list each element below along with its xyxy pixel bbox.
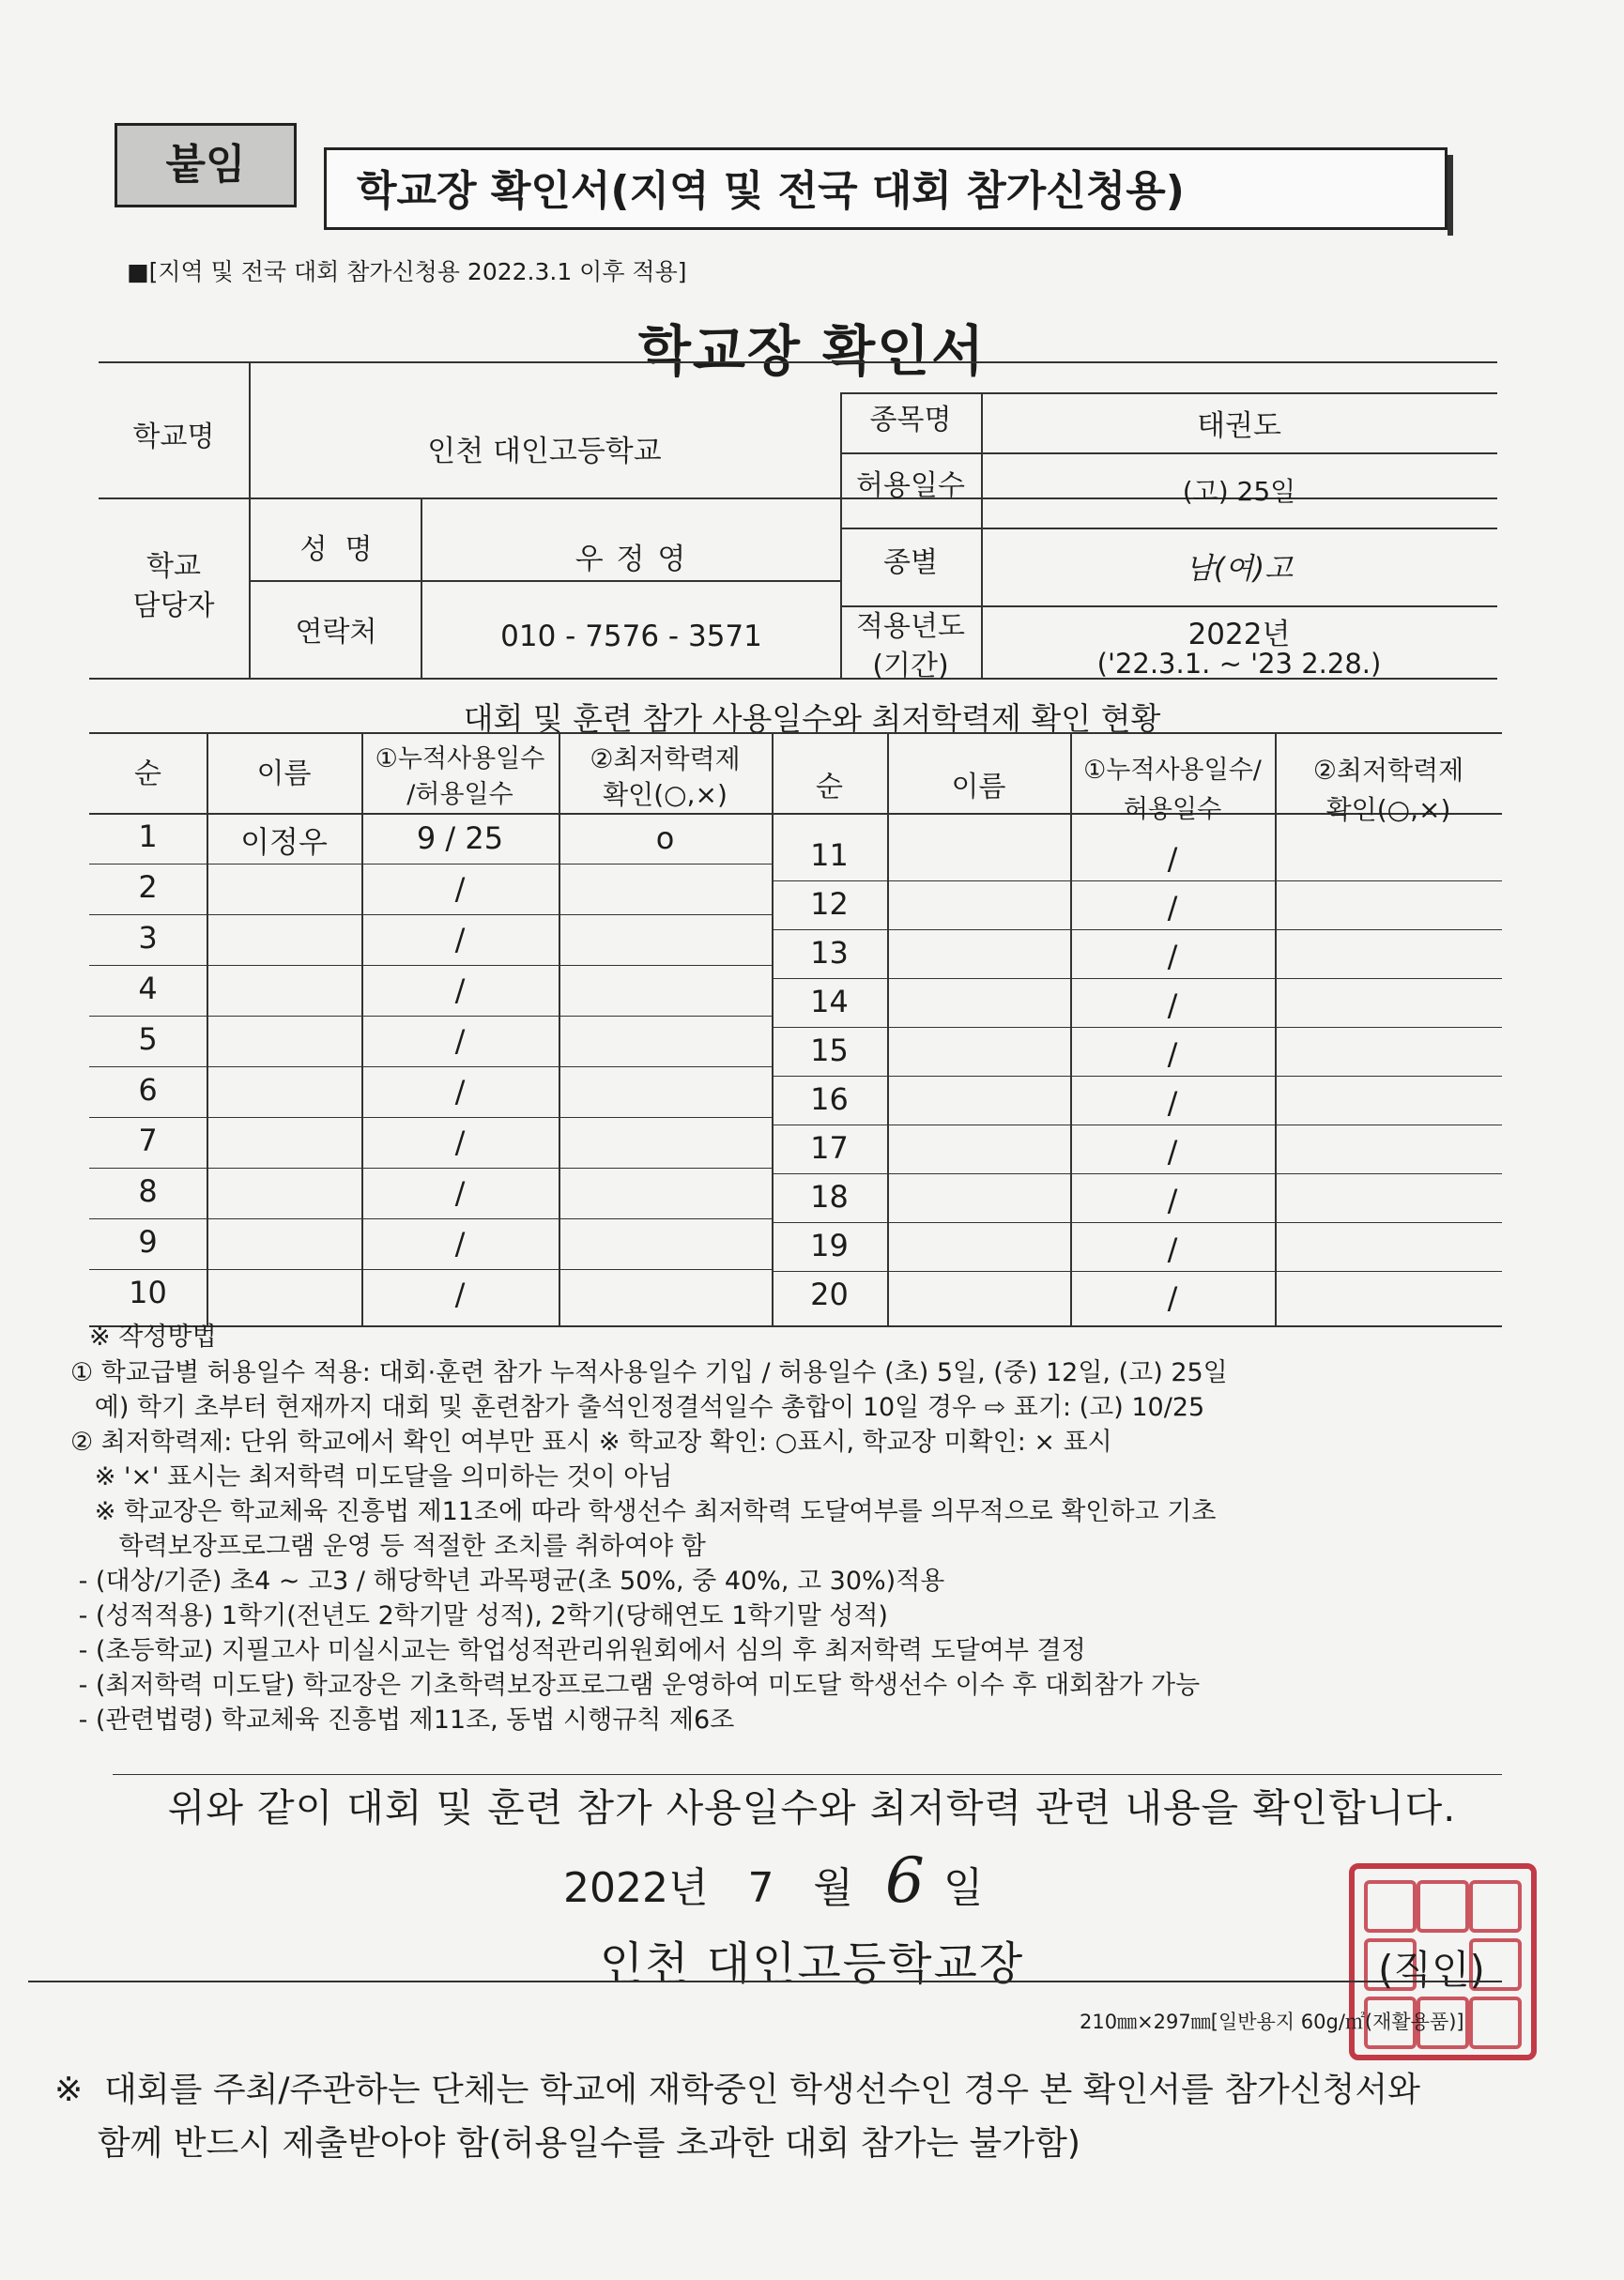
row-number: 10 <box>129 1275 167 1310</box>
manager-label-line2: 담당자 <box>132 589 215 622</box>
seal-glyph <box>1417 1880 1469 1933</box>
header-days-right-2: 허용일수 <box>1123 795 1222 824</box>
roster-line <box>887 732 889 1325</box>
row-number: 11 <box>810 837 849 873</box>
note-line: ① 학교급별 허용일수 적용: 대회·훈련 참가 누적사용일수 기입 / 허용일수 (초) 5일, (중) 12일, (고) 25일 <box>70 1358 1228 1387</box>
note-line: - (최저학력 미도달) 학교장은 기초학력보장프로그램 운영하여 미도달 학생선수 이수 후 대회참가 가능 <box>70 1671 1201 1700</box>
issue-day-unit: 일 <box>942 1864 984 1912</box>
row-days: / <box>454 1023 466 1059</box>
header-days-right-1: ①누적사용일수/ <box>1083 756 1262 785</box>
row-number: 4 <box>138 971 158 1006</box>
row-number: 1 <box>138 819 158 854</box>
manager-name-label: 성 명 <box>299 533 373 566</box>
row-number: 7 <box>138 1123 158 1158</box>
row-number: 5 <box>138 1021 158 1057</box>
applied-period-value: ('22.3.1. ~ '23 2.28.) <box>1096 648 1382 680</box>
row-line <box>772 1222 1502 1223</box>
row-number: 19 <box>810 1228 849 1263</box>
note-line: - (관련법령) 학교체육 진흥법 제11조, 동법 시행규칙 제6조 <box>70 1706 735 1735</box>
gender-label: 종별 <box>883 546 938 579</box>
row-number: 20 <box>810 1277 849 1312</box>
roster-title: 대회 및 훈련 참가 사용일수와 최저학력제 확인 현황 <box>463 700 1161 737</box>
header-no-right: 순 <box>816 771 843 803</box>
notes-divider <box>113 1774 1502 1775</box>
row-line <box>772 1027 1502 1028</box>
contact-label: 연락처 <box>295 616 377 649</box>
row-line <box>772 978 1502 979</box>
note-line: ※ 학교장은 학교체육 진흥법 제11조에 따라 학생선수 최저학력 도달여부를 의무적으로 확인하고 기초 <box>70 1497 1217 1526</box>
row-name: 이정우 <box>240 824 328 860</box>
row-number: 3 <box>138 920 158 956</box>
row-days: / <box>454 871 466 907</box>
seal-label: (직인) <box>1378 1947 1485 1993</box>
info-line <box>840 528 1497 529</box>
school-name-value: 인천 대인고등학교 <box>427 435 662 468</box>
row-days: / <box>1167 1280 1178 1316</box>
header-title: 학교장 확인서(지역 및 전국 대회 참가신청용) <box>324 147 1448 230</box>
header-no-left: 순 <box>134 757 161 790</box>
notes-heading: ※ 작성방법 <box>89 1323 217 1352</box>
row-days: / <box>454 1226 466 1262</box>
row-days: / <box>1167 1085 1178 1121</box>
row-line <box>89 1016 772 1017</box>
allowed-days-value: (고) 25일 <box>1182 476 1296 507</box>
bottom-divider <box>28 1981 1502 1982</box>
note-line: - (대상/기준) 초4 ~ 고3 / 해당학년 과목평균(초 50%, 중 40%, 고 30%)적용 <box>70 1567 945 1596</box>
row-days: / <box>1167 1134 1178 1170</box>
row-line <box>772 1173 1502 1174</box>
applied-period-label: (기간) <box>872 650 949 682</box>
info-line <box>249 580 840 582</box>
row-days: / <box>454 972 466 1008</box>
event-label: 종목명 <box>869 404 952 436</box>
header-check-left-1: ②최저학력제 <box>590 743 741 774</box>
info-line <box>249 361 251 678</box>
contact-value: 010 - 7576 - 3571 <box>500 620 762 653</box>
school-name-label: 학교명 <box>132 421 215 453</box>
info-line <box>840 452 1497 454</box>
header-check-right-2: 확인(○,×) <box>1325 794 1451 825</box>
header-days-left-1: ①누적사용일수 <box>375 744 545 773</box>
gender-value: 남(여)고 <box>1185 552 1294 586</box>
header-check-right-1: ②최저학력제 <box>1312 755 1464 786</box>
note-line: 예) 학기 초부터 현재까지 대회 및 훈련참가 출석인정결석일수 총합이 10일 경우 ⇨ 표기: (고) 10/25 <box>70 1393 1205 1422</box>
seal-glyph <box>1364 1880 1417 1933</box>
row-line <box>89 965 772 966</box>
paper-spec: 210㎜×297㎜[일반용지 60g/㎡(재활용품)] <box>1080 2011 1464 2033</box>
row-line <box>89 1269 772 1270</box>
principal-name: 인천 대인고등학교장 <box>599 1937 1025 1990</box>
row-days: / <box>454 922 466 957</box>
info-line <box>840 392 1497 394</box>
row-days: / <box>1167 1036 1178 1072</box>
row-line <box>772 1076 1502 1077</box>
row-days: / <box>1167 987 1178 1023</box>
row-line <box>89 914 772 915</box>
row-line <box>89 1117 772 1118</box>
row-days: / <box>454 1125 466 1160</box>
row-line <box>89 1168 772 1169</box>
issue-month-unit: 월 <box>813 1864 853 1912</box>
info-line <box>981 392 983 678</box>
row-number: 9 <box>138 1224 158 1260</box>
issue-date <box>563 1844 983 1917</box>
issue-year: 2022년 <box>563 1864 709 1912</box>
row-line <box>772 880 1502 881</box>
note-line: 학력보장프로그램 운영 등 적절한 조치를 취하여야 함 <box>70 1532 706 1561</box>
seal-glyph <box>1469 1880 1522 1933</box>
seal-glyph <box>1469 1997 1522 2049</box>
header-check-left-2: 확인(○,×) <box>603 779 728 810</box>
row-days: / <box>454 1175 466 1211</box>
issue-day-handwritten: 6 <box>884 1844 925 1917</box>
roster-line <box>89 732 1502 734</box>
manager-label-line1: 학교 <box>146 550 201 583</box>
note-line: - (초등학교) 지필고사 미실시교는 학업성적관리위원회에서 심의 후 최저학력 도달여부 결정 <box>70 1636 1086 1665</box>
row-number: 8 <box>138 1173 158 1209</box>
row-line <box>89 1066 772 1067</box>
manager-name-value: 우 정 영 <box>575 543 688 576</box>
row-days: / <box>1167 1183 1178 1218</box>
footer-notice: ※ 대회를 주최/주관하는 단체는 학교에 재학중인 학생선수인 경우 본 확인서를 참가신청서와 함께 반드시 제출받아야 함(허용일수를 초과한 대회 참가는 불가함) <box>54 2071 1420 2163</box>
row-days: / <box>1167 841 1178 877</box>
row-number: 13 <box>810 935 849 971</box>
note-line: ※ '×' 표시는 최저학력 미도달을 의미하는 것이 아님 <box>70 1462 673 1492</box>
row-days: / <box>1167 939 1178 974</box>
row-days: / <box>1167 890 1178 926</box>
info-line <box>99 361 1497 363</box>
row-number: 12 <box>810 886 849 922</box>
allowed-days-label: 허용일수 <box>856 469 965 502</box>
applicability-note: ■[지역 및 전국 대회 참가신청용 2022.3.1 이후 적용] <box>127 258 687 285</box>
applied-year-label: 적용년도 <box>856 610 965 643</box>
header-name-right: 이름 <box>951 771 1006 803</box>
row-days: 9 / 25 <box>416 820 504 856</box>
row-number: 6 <box>138 1072 158 1108</box>
row-number: 17 <box>810 1130 849 1166</box>
confirmation-statement: 위와 같이 대회 및 훈련 참가 사용일수와 최저학력 관련 내용을 확인합니다. <box>167 1785 1457 1830</box>
row-days: / <box>454 1074 466 1109</box>
header-days-left-2: /허용일수 <box>406 780 513 809</box>
issue-month: 7 <box>747 1864 774 1912</box>
title-box-shadow <box>1448 155 1453 236</box>
row-number: 14 <box>810 984 849 1019</box>
row-days: / <box>1167 1232 1178 1267</box>
row-days: / <box>454 1277 466 1312</box>
attachment-tag: 붙임 <box>115 123 297 207</box>
row-line <box>89 864 772 865</box>
header-name-left: 이름 <box>256 757 312 790</box>
document-title: 학교장 확인서 <box>637 319 987 383</box>
row-line <box>89 1218 772 1219</box>
note-line: ② 최저학력제: 단위 학교에서 확인 여부만 표시 ※ 학교장 확인: ○표시, 학교장 미확인: × 표시 <box>70 1428 1112 1457</box>
row-number: 2 <box>138 869 158 905</box>
row-number: 16 <box>810 1081 849 1117</box>
row-check: o <box>655 820 675 856</box>
row-number: 18 <box>810 1179 849 1215</box>
roster-line <box>89 1325 1502 1327</box>
event-value: 태권도 <box>1197 409 1281 443</box>
row-line <box>772 929 1502 930</box>
applied-year-value: 2022년 <box>1187 618 1291 651</box>
row-number: 15 <box>810 1033 849 1068</box>
note-line: - (성적적용) 1학기(전년도 2학기말 성적), 2학기(당해연도 1학기말 성적) <box>70 1601 888 1630</box>
row-line <box>772 1271 1502 1272</box>
